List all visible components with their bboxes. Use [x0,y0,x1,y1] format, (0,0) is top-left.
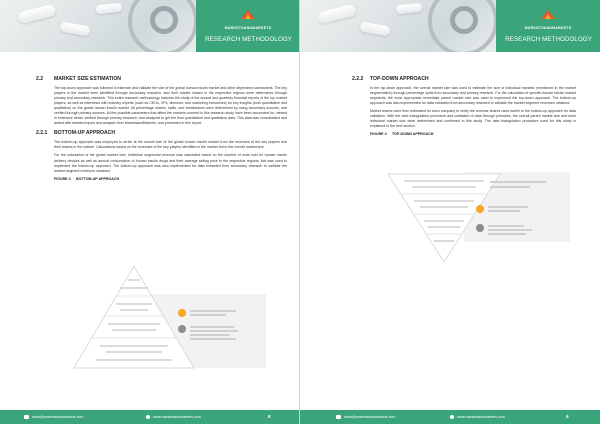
logo-icon [241,10,255,19]
page-header [300,0,600,52]
paragraph: In the top-down approach, the overall market size was used to estimate the size of individual markets (mentioned in the market segmentation) through percentage splits from secondary and primary research. For the calculation of specific human insulin market segments, the most appropriate immediate parent market size was used to implement the top-down approach. The bottom-up approach was also implemented for data extracted from secondary research to validate the market segment revenues obtained. [370,86,576,106]
paragraph: The top-down approach was followed to estimate and validate the size of the global human insulin market and other dependent submarkets. The key players in the market were identified through secondary research, and their market shares in the respective regions were determined through primary and secondary research. This entire research methodology includes the study of the annual and quarterly financial reports of the top market players, as well as interviews with industry experts (such as CEOs, VPs, directors, and marketing executives) for key insights (both quantitative and qualitative) on the global human insulin market. All percentage shares, splits, and breakdowns were determined by using secondary sources, and verified through primary sources. All the possible parameters that affect the markets covered in this research study have been accounted for, viewed in extensive detail, verified through primary research, and analyzed to get the final quantitative and qualitative data. This data was consolidated and added with detailed inputs and analysis from MarketsandMarkets, and presented in this report. [54,86,287,126]
logo-icon [541,10,555,19]
mail-icon [24,415,29,419]
section-heading: 2.2 MARKET SIZE ESTIMATION [36,76,121,82]
header-brand-panel [496,0,600,52]
section-heading: 2.2.1 BOTTOM-UP APPROACH [36,130,116,137]
figure-caption: FIGURE 3 BOTTOM-UP APPROACH [54,176,120,181]
secondary-research-icon [476,224,484,232]
page-footer [300,410,600,424]
primary-research-icon [178,309,186,317]
page-footer [0,410,300,424]
paragraph: For the calculation of the global market size, individual segmental revenue was calculated based on the number of units sold for human insulin delivery devices as well as annual consumption of human insulin drugs and their average selling price in the respective regions; this was used to implement the bottom-up approach. The bottom-up approach was also implemented for data extracted from secondary research to validate the market segment revenues obtained. [54,153,287,173]
header-brand-panel [196,0,300,52]
page-header [0,0,300,52]
mail-icon [336,415,341,419]
paragraph: Market shares were then estimated for each company to verify the revenue shares used earlier in the bottom-up approach for data validation. With the data triangulation procedure and validation of data through primaries, the overall parent market size and each individual market size were determined and confirmed in this study. The data triangulation procedure used for this study is explained in the next section. [370,109,576,129]
page-content [352,76,576,139]
page-content [36,76,287,184]
company-logo: MARKETSANDMARKETS [496,6,600,30]
footer-email[interactable]: sales@marketsandmarkets.com [336,415,395,419]
header-title: RESEARCH METHODOLOGY [505,36,592,43]
page-9 [300,0,600,424]
company-logo: MARKETSANDMARKETS [196,6,300,30]
top-down-pyramid [384,170,504,266]
globe-icon [146,415,150,419]
footer-website[interactable]: www.marketsandmarkets.com [146,415,201,419]
globe-icon [450,415,454,419]
bottom-up-pyramid [54,262,274,374]
footer-website[interactable]: www.marketsandmarkets.com [450,415,505,419]
secondary-research-icon [178,325,186,333]
header-photo [300,0,496,52]
footer-email[interactable]: sales@marketsandmarkets.com [24,415,83,419]
figure-caption: FIGURE 4 TOP-DOWN APPROACH [370,132,434,137]
paragraph: The bottom-up approach was employed to arrive at the overall size of the global human insulin market from the revenues of the key players and their shares in the market. Calculations based on the revenues of the key players identified in the market led to the overall market size. [54,140,287,150]
section-heading: 2.2.2 TOP-DOWN APPROACH [352,76,429,82]
page-number: 9 [566,414,569,419]
header-photo [0,0,196,52]
header-title: RESEARCH METHODOLOGY [205,36,292,43]
page-number: 8 [268,414,271,419]
primary-research-icon [476,205,484,213]
